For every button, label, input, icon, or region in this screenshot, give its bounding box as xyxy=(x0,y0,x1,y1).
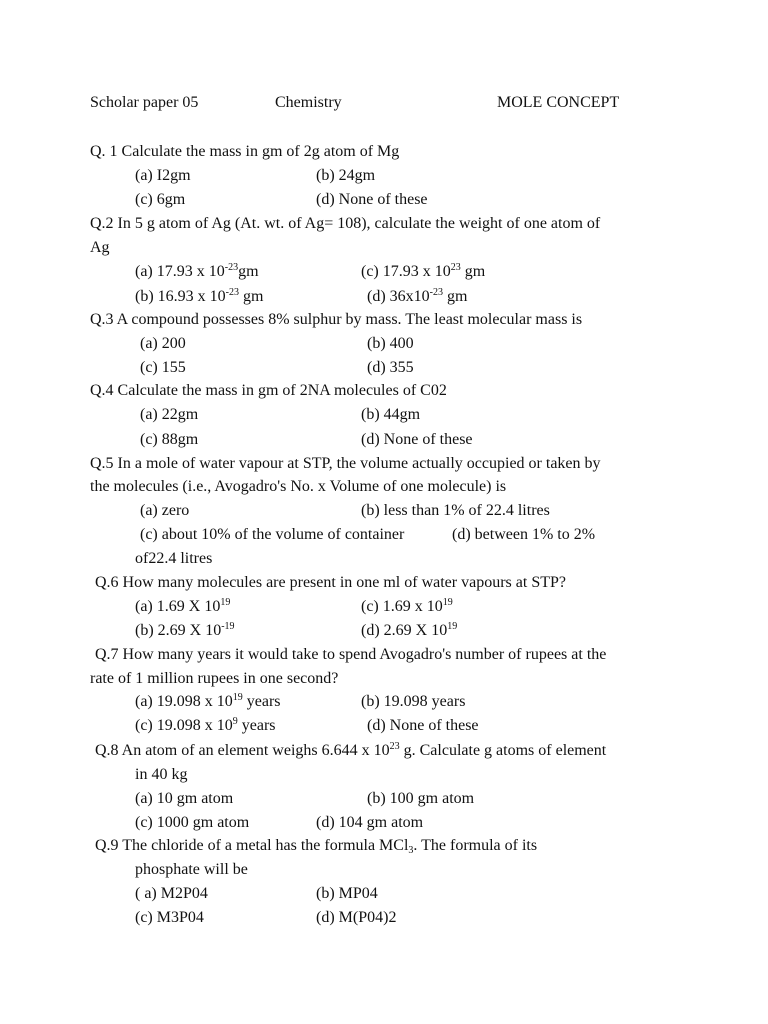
q1-option-b: (b) 24gm xyxy=(316,167,376,184)
question-2: Q.2 In 5 g atom of Ag (At. wt. of Ag= 108), calculate the weight of one atom of xyxy=(90,215,601,232)
q6-option-a: (a) 1.69 X $10^{19}$ xyxy=(135,597,231,615)
header-subject: Chemistry xyxy=(275,94,342,111)
q9-option-a: ( a) M2P04 xyxy=(135,885,208,902)
q3-option-b: (b) 400 xyxy=(367,335,414,352)
question-8-cont: in 40 kg xyxy=(135,766,188,783)
q8-option-c: (c) 1000 gm atom xyxy=(135,814,250,831)
q4-option-c: (c) 88gm xyxy=(140,431,199,448)
question-7: Q.7 How many years it would take to spend Avogadro's number of rupees at the xyxy=(95,646,607,663)
q2-option-d: (d) $36x10^{-23}$ gm xyxy=(367,287,468,305)
q5-option-a: (a) zero xyxy=(140,502,190,519)
question-7-cont: rate of 1 million rupees in one second? xyxy=(90,670,339,687)
q1-option-a: (a) I2gm xyxy=(135,167,191,184)
header-topic: MOLE CONCEPT xyxy=(497,94,620,111)
q1-option-c: (c) 6gm xyxy=(135,191,186,208)
q5-option-d: (d) between 1% to 2% xyxy=(452,526,596,543)
q4-option-d: (d) None of these xyxy=(361,431,473,448)
q6-option-c: (c) 1.69 x $10^{19}$ xyxy=(361,597,453,615)
question-5-cont: the molecules (i.e., Avogadro's No. x Volume of one molecule) is xyxy=(90,478,507,495)
q6-option-b: (b) 2.69 X $10^{-19}$ xyxy=(135,621,235,639)
q8-option-a: (a) 10 gm atom xyxy=(135,790,234,807)
q7-option-c: (c) 19.098 x $10^9$ years xyxy=(135,716,276,734)
q9-option-d: (d) M(P04)2 xyxy=(316,909,397,926)
q2-option-b: (b) 16.93 x $10^{-23}$ gm xyxy=(135,287,264,305)
question-9: Q.9 The chloride of a metal has the formula MCl$_3$. The formula of its xyxy=(95,837,538,856)
q9-option-c: (c) M3P04 xyxy=(135,909,204,926)
q7-option-b: (b) 19.098 years xyxy=(361,693,466,710)
q9-option-b: (b) MP04 xyxy=(316,885,378,902)
question-1: Q. 1 Calculate the mass in gm of 2g atom of Mg xyxy=(90,143,400,160)
q8-option-b: (b) 100 gm atom xyxy=(367,790,475,807)
q7-option-a: (a) 19.098 x $10^{19}$ years xyxy=(135,692,281,710)
question-2-cont: Ag xyxy=(90,239,110,256)
header-paper: Scholar paper 05 xyxy=(90,94,199,111)
question-4: Q.4 Calculate the mass in gm of 2NA molecules of C02 xyxy=(90,382,447,399)
question-9-cont: phosphate will be xyxy=(135,861,248,878)
q1-option-d: (d) None of these xyxy=(316,191,428,208)
question-5: Q.5 In a mole of water vapour at STP, the volume actually occupied or taken by xyxy=(90,455,601,472)
q6-option-d: (d) 2.69 X $10^{19}$ xyxy=(361,621,458,639)
question-8: Q.8 An atom of an element weighs 6.644 x $10^{23}$ g. Calculate g atoms of element xyxy=(95,741,607,759)
q5-option-b: (b) less than 1% of 22.4 litres xyxy=(361,502,550,519)
q5-option-c: (c) about 10% of the volume of container xyxy=(140,526,405,543)
q2-option-a: (a) 17.93 x $10^{-23}gm$ xyxy=(135,262,259,280)
q3-option-c: (c) 155 xyxy=(140,359,186,376)
q5-option-d-cont: of22.4 litres xyxy=(135,550,213,567)
question-3: Q.3 A compound possesses 8% sulphur by mass. The least molecular mass is xyxy=(90,311,583,328)
q8-option-d: (d) 104 gm atom xyxy=(316,814,424,831)
q7-option-d: (d) None of these xyxy=(367,717,479,734)
q4-option-b: (b) 44gm xyxy=(361,406,421,423)
q3-option-a: (a) 200 xyxy=(140,335,186,352)
question-6: Q.6 How many molecules are present in one ml of water vapours at STP? xyxy=(95,574,566,591)
q2-option-c: (c) 17.93 x $10^{23}$ gm xyxy=(361,262,486,280)
q3-option-d: (d) 355 xyxy=(367,359,414,376)
q4-option-a: (a) 22gm xyxy=(140,406,199,423)
